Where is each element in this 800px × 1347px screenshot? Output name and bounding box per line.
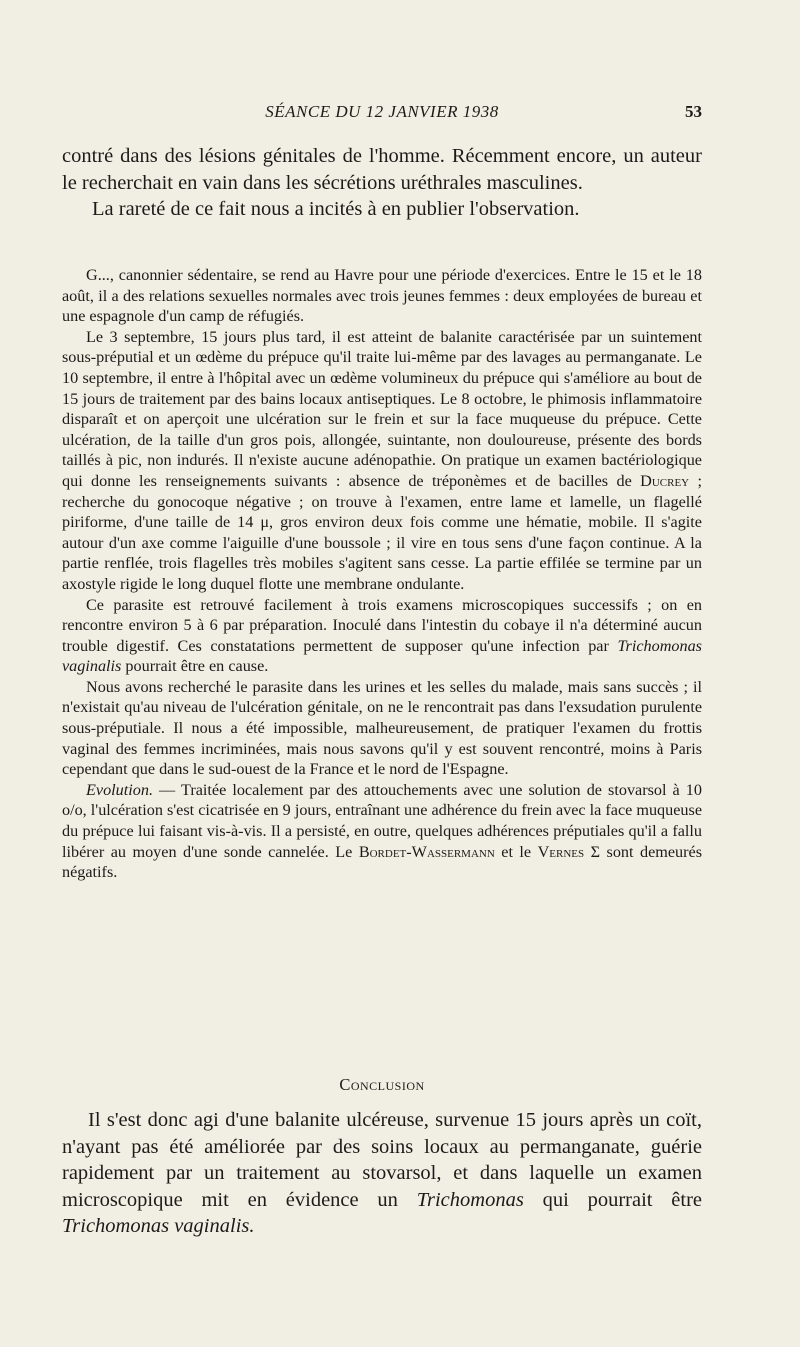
case-p3-text-a: Ce parasite est retrouvé facilement à trois examens microscopiques successifs ; on en rencontre environ 5 à 6 par préparation. Inoculé dans l'intestin du cobaye il n'a déterminé aucun trouble digestif. Ces constatations permettent de supposer qu'une infection par: [62, 595, 702, 655]
intro-paragraph-2: La rareté de ce fait nous a incités à en publier l'observation.: [92, 198, 580, 220]
intro-paragraph-1: contré dans des lésions génitales de l'homme. Récemment encore, un auteur le recherchait en vain dans les sécrétions uréthrales masculines.: [62, 145, 702, 194]
case-p5-text-mid: et le: [494, 842, 538, 861]
case-paragraph-3: [62, 595, 702, 677]
conclusion-paragraph: [62, 1107, 702, 1240]
case-paragraph-1: G..., canonnier sédentaire, se rend au Havre pour une période d'exercices. Entre le 15 et le 18 août, il a des relations sexuelles normales avec trois jeunes femmes : deux employées de bureau et une espagnole d'un camp de réfugiés.: [62, 266, 702, 326]
case-report: [62, 265, 702, 883]
species-name-1: Trichomonas: [416, 1188, 524, 1211]
species-name-2: Trichomonas vaginalis.: [62, 1215, 255, 1237]
evolution-label: Evolution.: [86, 780, 153, 799]
ducrey-name: Ducrey: [640, 471, 690, 490]
case-paragraph-4: Nous avons recherché le parasite dans les urines et les selles du malade, mais sans succès ; il n'existait qu'au niveau de l'ulcération génitale, on ne le rencontrait pas dans l'exsudation purulente sous-préputiale. Il nous a été impossible, malheureusement, de pratiquer l'examen du frottis vaginal des femmes incriminées, mais nous savons qu'il y est souvent rencontré, moins à Paris cependant que dans le sud-ouest de la France et le nord de l'Espagne.: [62, 677, 702, 779]
case-p2-text-b: ; recherche du gonocoque négative ; on trouve à l'examen, entre lame et lamelle, un flagellé piriforme, d'une taille de 14 μ, gros environ deux fois comme une hématie, mobile. Il s'agite autour d'un axe comme l'aiguille d'une boussole ; il vire en tous sens d'une façon continue. A la partie renflée, trois flagelles très mobiles s'agitent sans cesse. La partie effilée se termine par un axostyle rigide le long duquel flotte une membrane ondulante.: [62, 471, 702, 593]
running-header: [62, 102, 702, 126]
case-p2-text-a: Le 3 septembre, 15 jours plus tard, il est atteint de balanite caractérisée par un suintement sous-préputial et un œdème du prépuce qu'il traite lui-même par des lavages au permanganate. Le 10 septembre, il entre à l'hôpital avec un œdème volumineux du prépuce qui s'améliore au bout de 15 jours de traitement par des bains locaux antiseptiques. Le 8 octobre, le phimosis inflammatoire disparaît et on aperçoit une ulcération sur le frein et sur la face muqueuse du prépuce. Cette ulcération, de la taille d'un gros pois, allongée, suintante, non douloureuse, présente des bords taillés à pic, non indurés. Il n'existe aucune adénopathie. On pratique un examen bactériologique qui donne les renseignements suivants : absence de tréponèmes et de bacilles de: [62, 327, 702, 490]
vernes-test: Vernes Σ: [537, 842, 601, 861]
case-p5-text-a: — Traitée localement par des attouchements avec une solution de stovarsol à 10 o/o, l'ulcération s'est cicatrisée en 9 jours, entraînant une adhérence du frein avec la face muqueuse du prépuce lui faisant vis-à-vis. Il a persisté, en outre, quelques adhérences préputiales qu'il a fallu libérer au moyen d'une sonde cannelée. Le: [62, 780, 703, 861]
conclusion-text-b: qui pourrait être: [523, 1188, 703, 1211]
running-title: SÉANCE DU 12 JANVIER 1938: [265, 102, 499, 121]
conclusion-section: [62, 1107, 702, 1240]
case-p5-text-b: sont demeurés négatifs.: [62, 842, 703, 882]
case-paragraph-2: [62, 327, 702, 595]
conclusion-heading: Conclusion: [339, 1075, 425, 1094]
case-p3-text-b: pourrait être en cause.: [121, 657, 269, 676]
intro-section: [62, 143, 702, 223]
bordet-wassermann: Bordet-Wassermann: [358, 842, 495, 861]
case-paragraph-5: [62, 780, 702, 883]
page-number: 53: [685, 102, 702, 121]
conclusion-text-a: Il s'est donc agi d'une balanite ulcéreuse, survenue 15 jours après un coït, n'ayant pas été améliorée par des soins locaux au permanganate, guérie rapidement par un traitement au stovarsol, et dans laquelle un examen microscopique mit en évidence un: [62, 1109, 702, 1211]
species-name: Trichomonas vaginalis: [62, 636, 702, 676]
